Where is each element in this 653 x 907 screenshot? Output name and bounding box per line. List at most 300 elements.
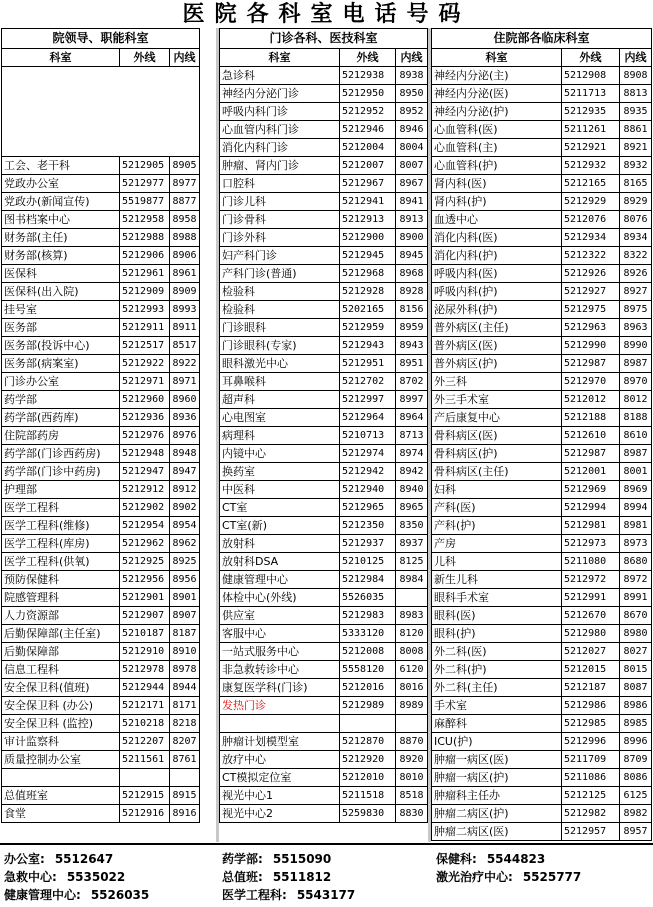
footer-item <box>436 849 545 869</box>
ext-number: 5212981 <box>562 517 620 535</box>
inner-number: 8934 <box>620 229 652 247</box>
inner-number: 8877 <box>170 193 200 211</box>
table-row <box>432 319 652 337</box>
table-row <box>2 679 200 697</box>
table-row <box>432 67 652 85</box>
inner-number: 8962 <box>170 535 200 553</box>
table-row <box>2 625 200 643</box>
inner-number: 8926 <box>620 265 652 283</box>
ext-number: 5212670 <box>562 607 620 625</box>
inner-number: 8086 <box>620 769 652 787</box>
inner-number: 8942 <box>396 463 428 481</box>
dept-name: 护理部 <box>2 481 120 499</box>
footer-label: 健康管理中心: <box>4 888 81 902</box>
ext-number: 5212165 <box>562 175 620 193</box>
table-row <box>432 265 652 283</box>
dept-name: 妇科 <box>432 481 562 499</box>
ext-number: 5212980 <box>562 625 620 643</box>
dept-name: 神经内分泌门诊 <box>220 85 340 103</box>
ext-number: 5211518 <box>340 787 396 805</box>
ext-number: 5212964 <box>340 409 396 427</box>
ext-number: 5212900 <box>340 229 396 247</box>
dept-name: 检验科 <box>220 283 340 301</box>
ext-number <box>120 769 170 787</box>
ext-number: 5212932 <box>562 157 620 175</box>
ext-number: 5212954 <box>120 517 170 535</box>
inner-number: 8945 <box>396 247 428 265</box>
table-row <box>432 517 652 535</box>
table-row <box>432 481 652 499</box>
inner-number: 8951 <box>396 355 428 373</box>
footer-label: 办公室: <box>4 852 45 866</box>
footer-item <box>222 867 331 887</box>
dept-name: 肿瘤一病区(护) <box>432 769 562 787</box>
table-row <box>432 607 652 625</box>
dept-name: 后勤保障部(主任室) <box>2 625 120 643</box>
ext-number: 5212993 <box>120 301 170 319</box>
inner-number: 8007 <box>396 157 428 175</box>
table-row <box>220 805 428 823</box>
inner-number: 8958 <box>170 211 200 229</box>
inner-number: 8938 <box>396 67 428 85</box>
table-row <box>432 589 652 607</box>
dept-name: 骨科病区(主任) <box>432 463 562 481</box>
inner-number: 8957 <box>620 823 652 841</box>
inner-number: 8983 <box>396 607 428 625</box>
table-row <box>2 283 200 301</box>
dept-name: 挂号室 <box>2 301 120 319</box>
table-row <box>2 265 200 283</box>
inner-number: 8989 <box>396 697 428 715</box>
dept-name: 预防保健科 <box>2 571 120 589</box>
dept-name: CT室(新) <box>220 517 340 535</box>
section-inpatient <box>431 28 652 841</box>
inner-number: 8943 <box>396 337 428 355</box>
footer-label: 激光治疗中心: <box>436 870 513 884</box>
dept-name: 病理科 <box>220 427 340 445</box>
table-row <box>220 229 428 247</box>
dept-name: 药学部(门诊西药房) <box>2 445 120 463</box>
ext-number: 5212016 <box>340 679 396 697</box>
table-row <box>2 787 200 805</box>
section-title-row <box>2 29 200 49</box>
page-title: 医院各科室电话号码 <box>182 1 471 27</box>
table-row <box>432 823 652 841</box>
inner-number: 8937 <box>396 535 428 553</box>
ext-number: 5210187 <box>120 625 170 643</box>
inner-number: 8015 <box>620 661 652 679</box>
ext-number: 5212911 <box>120 319 170 337</box>
inner-number: 8125 <box>396 553 428 571</box>
inner-number: 8008 <box>396 643 428 661</box>
inner-number: 8986 <box>620 697 652 715</box>
ext-number: 5212959 <box>340 319 396 337</box>
footer-item <box>4 885 149 905</box>
ext-number: 5212076 <box>562 211 620 229</box>
table-row <box>220 337 428 355</box>
dept-name: 内镜中心 <box>220 445 340 463</box>
ext-number: 5212908 <box>562 67 620 85</box>
table-row <box>2 589 200 607</box>
ext-number: 5212027 <box>562 643 620 661</box>
inner-number: 8012 <box>620 391 652 409</box>
ext-number: 5212950 <box>340 85 396 103</box>
dept-name: 心血管科(主) <box>432 139 562 157</box>
table-row <box>220 427 428 445</box>
dept-name: 健康管理中心 <box>220 571 340 589</box>
inner-number: 8830 <box>396 805 428 823</box>
inner-number: 8969 <box>620 481 652 499</box>
table-row <box>2 481 200 499</box>
dept-name: 药学部 <box>2 391 120 409</box>
table-row <box>432 193 652 211</box>
inner-number: 8156 <box>396 301 428 319</box>
inner-number: 8928 <box>396 283 428 301</box>
inner-number: 8905 <box>170 157 200 175</box>
ext-number: 5212974 <box>340 445 396 463</box>
table-row <box>220 373 428 391</box>
table-row <box>2 535 200 553</box>
footer-label: 急救中心: <box>4 870 57 884</box>
dept-name: 院感管理科 <box>2 589 120 607</box>
table-row <box>432 103 652 121</box>
dept-name: ICU(护) <box>432 733 562 751</box>
table-row <box>432 409 652 427</box>
ext-number: 5211080 <box>562 553 620 571</box>
dept-name: 康复医学科(门诊) <box>220 679 340 697</box>
inner-number: 6125 <box>620 787 652 805</box>
inner-number: 8911 <box>170 319 200 337</box>
ext-number: 5212925 <box>120 553 170 571</box>
table-row <box>220 319 428 337</box>
ext-number: 5212001 <box>562 463 620 481</box>
dept-name: 审计监察科 <box>2 733 120 751</box>
dept-name: 肿瘤计划模型室 <box>220 733 340 751</box>
dept-name: 安全保卫科(值班) <box>2 679 120 697</box>
dept-name: 骨科病区(护) <box>432 445 562 463</box>
inner-number <box>396 589 428 607</box>
ext-number: 5212920 <box>340 751 396 769</box>
inner-number: 8171 <box>170 697 200 715</box>
ext-number: 5212987 <box>562 355 620 373</box>
dept-name: 医务部(病案室) <box>2 355 120 373</box>
ext-number: 5212928 <box>340 283 396 301</box>
ext-number: 5212935 <box>562 103 620 121</box>
ext-number: 5212970 <box>562 373 620 391</box>
inner-number: 8902 <box>170 499 200 517</box>
inner-number: 8990 <box>620 337 652 355</box>
section-title-row <box>432 29 652 49</box>
table-row <box>220 715 428 733</box>
ext-number: 5212975 <box>562 301 620 319</box>
ext-number: 5212910 <box>120 643 170 661</box>
ext-number: 5212940 <box>340 481 396 499</box>
table-row <box>432 463 652 481</box>
dept-name: 呼吸内科门诊 <box>220 103 340 121</box>
dept-name: 外三手术室 <box>432 391 562 409</box>
dept-name: 发热门诊 <box>220 697 340 715</box>
dept-name: 门诊骨科 <box>220 211 340 229</box>
ext-number: 5333120 <box>340 625 396 643</box>
dept-name: 医学工程科(维修) <box>2 517 120 535</box>
directory-table <box>219 28 428 823</box>
ext-number: 5212915 <box>120 787 170 805</box>
inner-number: 8016 <box>396 679 428 697</box>
section-title: 住院部各临床科室 <box>432 29 652 49</box>
ext-number: 5212997 <box>340 391 396 409</box>
table-row <box>2 751 200 769</box>
dept-name <box>2 769 120 787</box>
ext-number: 5212944 <box>120 679 170 697</box>
table-row <box>220 733 428 751</box>
inner-number: 8976 <box>170 427 200 445</box>
ext-number: 5212945 <box>340 247 396 265</box>
inner-number: 8929 <box>620 193 652 211</box>
footer-label: 总值班: <box>222 870 263 884</box>
table-row <box>2 571 200 589</box>
inner-number: 8959 <box>396 319 428 337</box>
inner-number: 8610 <box>620 427 652 445</box>
table-row <box>220 193 428 211</box>
section-title: 门诊各科、医技科室 <box>220 29 428 49</box>
table-row <box>432 751 652 769</box>
table-row <box>220 517 428 535</box>
ext-number: 5212976 <box>120 427 170 445</box>
inner-number: 8981 <box>620 517 652 535</box>
inner-number: 8994 <box>620 499 652 517</box>
inner-number: 8120 <box>396 625 428 643</box>
table-row <box>2 517 200 535</box>
inner-number: 8984 <box>396 571 428 589</box>
dept-name: 视光中心2 <box>220 805 340 823</box>
dept-name: 门诊眼科(专家) <box>220 337 340 355</box>
dept-name: 客服中心 <box>220 625 340 643</box>
ext-number: 5212902 <box>120 499 170 517</box>
dept-name: 麻醉科 <box>432 715 562 733</box>
ext-number: 5212912 <box>120 481 170 499</box>
table-row <box>220 157 428 175</box>
inner-number: 8965 <box>396 499 428 517</box>
table-row <box>220 679 428 697</box>
inner-number: 8967 <box>396 175 428 193</box>
ext-number: 5212207 <box>120 733 170 751</box>
ext-number: 5210125 <box>340 553 396 571</box>
ext-number: 5212946 <box>340 121 396 139</box>
footer-value: 5511812 <box>272 870 332 884</box>
dept-name: 肾内科(医) <box>432 175 562 193</box>
table-row <box>2 193 200 211</box>
table-row <box>220 625 428 643</box>
table-row <box>220 445 428 463</box>
table-row <box>432 787 652 805</box>
dept-name: 儿科 <box>432 553 562 571</box>
dept-name: 供应室 <box>220 607 340 625</box>
inner-number: 8941 <box>396 193 428 211</box>
dept-name: 放射科DSA <box>220 553 340 571</box>
table-row <box>432 301 652 319</box>
table-row <box>432 679 652 697</box>
dept-name: 普外病区(医) <box>432 337 562 355</box>
dept-name: 肾内科(护) <box>432 193 562 211</box>
inner-number: 8980 <box>620 625 652 643</box>
inner-number: 8906 <box>170 247 200 265</box>
dept-name: 医保科 <box>2 265 120 283</box>
footer-value: 5543177 <box>296 888 356 902</box>
inner-number: 8702 <box>396 373 428 391</box>
inner-number: 8977 <box>170 175 200 193</box>
table-row <box>220 697 428 715</box>
dept-name: 眼科(医) <box>432 607 562 625</box>
table-row <box>220 607 428 625</box>
blank-cell <box>2 67 200 157</box>
inner-number: 8813 <box>620 85 652 103</box>
dept-name: 肿瘤科主任办 <box>432 787 562 805</box>
table-row <box>2 733 200 751</box>
ext-number: 5212938 <box>340 67 396 85</box>
dept-name: 呼吸内科(护) <box>432 283 562 301</box>
ext-number: 5211086 <box>562 769 620 787</box>
table-row <box>2 499 200 517</box>
table-row <box>2 445 200 463</box>
inner-number: 8927 <box>620 283 652 301</box>
ext-number: 5212973 <box>562 535 620 553</box>
header-dept: 科室 <box>432 49 562 67</box>
dept-name: 住院部药房 <box>2 427 120 445</box>
table-row <box>432 769 652 787</box>
blank-row <box>2 67 200 157</box>
dept-name: 党政办公室 <box>2 175 120 193</box>
inner-number: 8973 <box>620 535 652 553</box>
footer-hotlines <box>0 843 653 907</box>
footer-item <box>4 867 125 887</box>
inner-number: 8950 <box>396 85 428 103</box>
table-row <box>2 247 200 265</box>
ext-number: 5212322 <box>562 247 620 265</box>
dept-name: 信息工程科 <box>2 661 120 679</box>
header-inner: 内线 <box>620 49 652 67</box>
dept-name: 眼科手术室 <box>432 589 562 607</box>
table-row <box>220 247 428 265</box>
dept-name: 人力资源部 <box>2 607 120 625</box>
ext-number: 5212913 <box>340 211 396 229</box>
dept-name: 神经内分泌(主) <box>432 67 562 85</box>
table-row <box>2 769 200 787</box>
table-row <box>432 121 652 139</box>
dept-name: 眼科激光中心 <box>220 355 340 373</box>
inner-number: 8985 <box>620 715 652 733</box>
inner-number: 8350 <box>396 517 428 535</box>
ext-number: 5212982 <box>562 805 620 823</box>
ext-number: 5212963 <box>562 319 620 337</box>
dept-name: 消化内科(医) <box>432 229 562 247</box>
dept-name: 消化内科门诊 <box>220 139 340 157</box>
dept-name: 医保科(出入院) <box>2 283 120 301</box>
table-row <box>432 391 652 409</box>
directory-table <box>1 28 200 823</box>
ext-number: 5212921 <box>562 139 620 157</box>
dept-name: 呼吸内科(医) <box>432 265 562 283</box>
ext-number: 5212984 <box>340 571 396 589</box>
inner-number: 8907 <box>170 607 200 625</box>
ext-number: 5212929 <box>562 193 620 211</box>
inner-number: 8900 <box>396 229 428 247</box>
dept-name: 医务部(投诉中心) <box>2 337 120 355</box>
ext-number <box>340 715 396 733</box>
table-row <box>220 499 428 517</box>
table-row <box>432 229 652 247</box>
ext-number: 5212988 <box>120 229 170 247</box>
footer-value: 5515090 <box>272 852 332 866</box>
inner-number: 8518 <box>396 787 428 805</box>
table-row <box>2 211 200 229</box>
column-header-row <box>432 49 652 67</box>
ext-number: 5212967 <box>340 175 396 193</box>
inner-number: 8920 <box>396 751 428 769</box>
ext-number: 5212610 <box>562 427 620 445</box>
table-row <box>220 463 428 481</box>
inner-number: 8975 <box>620 301 652 319</box>
inner-number: 8010 <box>396 769 428 787</box>
inner-number: 8991 <box>620 589 652 607</box>
section-admin <box>1 28 216 823</box>
table-row <box>220 787 428 805</box>
ext-number: 5212990 <box>562 337 620 355</box>
table-row <box>220 571 428 589</box>
inner-number: 8952 <box>396 103 428 121</box>
inner-number: 8207 <box>170 733 200 751</box>
ext-number: 5212922 <box>120 355 170 373</box>
footer-item <box>436 867 581 887</box>
ext-number: 5212012 <box>562 391 620 409</box>
ext-number: 5212978 <box>120 661 170 679</box>
inner-number: 8076 <box>620 211 652 229</box>
inner-number: 8912 <box>170 481 200 499</box>
table-row <box>2 337 200 355</box>
ext-number: 5212909 <box>120 283 170 301</box>
dept-name: CT室 <box>220 499 340 517</box>
table-row <box>2 427 200 445</box>
inner-number: 8987 <box>620 445 652 463</box>
dept-name: 产科(护) <box>432 517 562 535</box>
header-inner: 内线 <box>170 49 200 67</box>
footer-value: 5512647 <box>54 852 114 866</box>
ext-number: 5212008 <box>340 643 396 661</box>
table-row <box>220 211 428 229</box>
inner-number: 8996 <box>620 733 652 751</box>
dept-name: 肿瘤二病区(医) <box>432 823 562 841</box>
table-row <box>2 643 200 661</box>
ext-number: 5212004 <box>340 139 396 157</box>
inner-number: 8987 <box>620 355 652 373</box>
dept-name: 总值班室 <box>2 787 120 805</box>
ext-number: 5212969 <box>562 481 620 499</box>
dept-name: 超声科 <box>220 391 340 409</box>
table-row <box>220 85 428 103</box>
inner-number <box>396 715 428 733</box>
ext-number: 5212965 <box>340 499 396 517</box>
dept-name: 中医科 <box>220 481 340 499</box>
ext-number: 5212702 <box>340 373 396 391</box>
inner-number: 8713 <box>396 427 428 445</box>
dept-name: 神经内分泌(医) <box>432 85 562 103</box>
ext-number: 5212906 <box>120 247 170 265</box>
inner-number: 8974 <box>396 445 428 463</box>
inner-number: 8922 <box>170 355 200 373</box>
table-row <box>432 211 652 229</box>
inner-number: 8947 <box>170 463 200 481</box>
table-row <box>220 301 428 319</box>
dept-name: 普外病区(主任) <box>432 319 562 337</box>
